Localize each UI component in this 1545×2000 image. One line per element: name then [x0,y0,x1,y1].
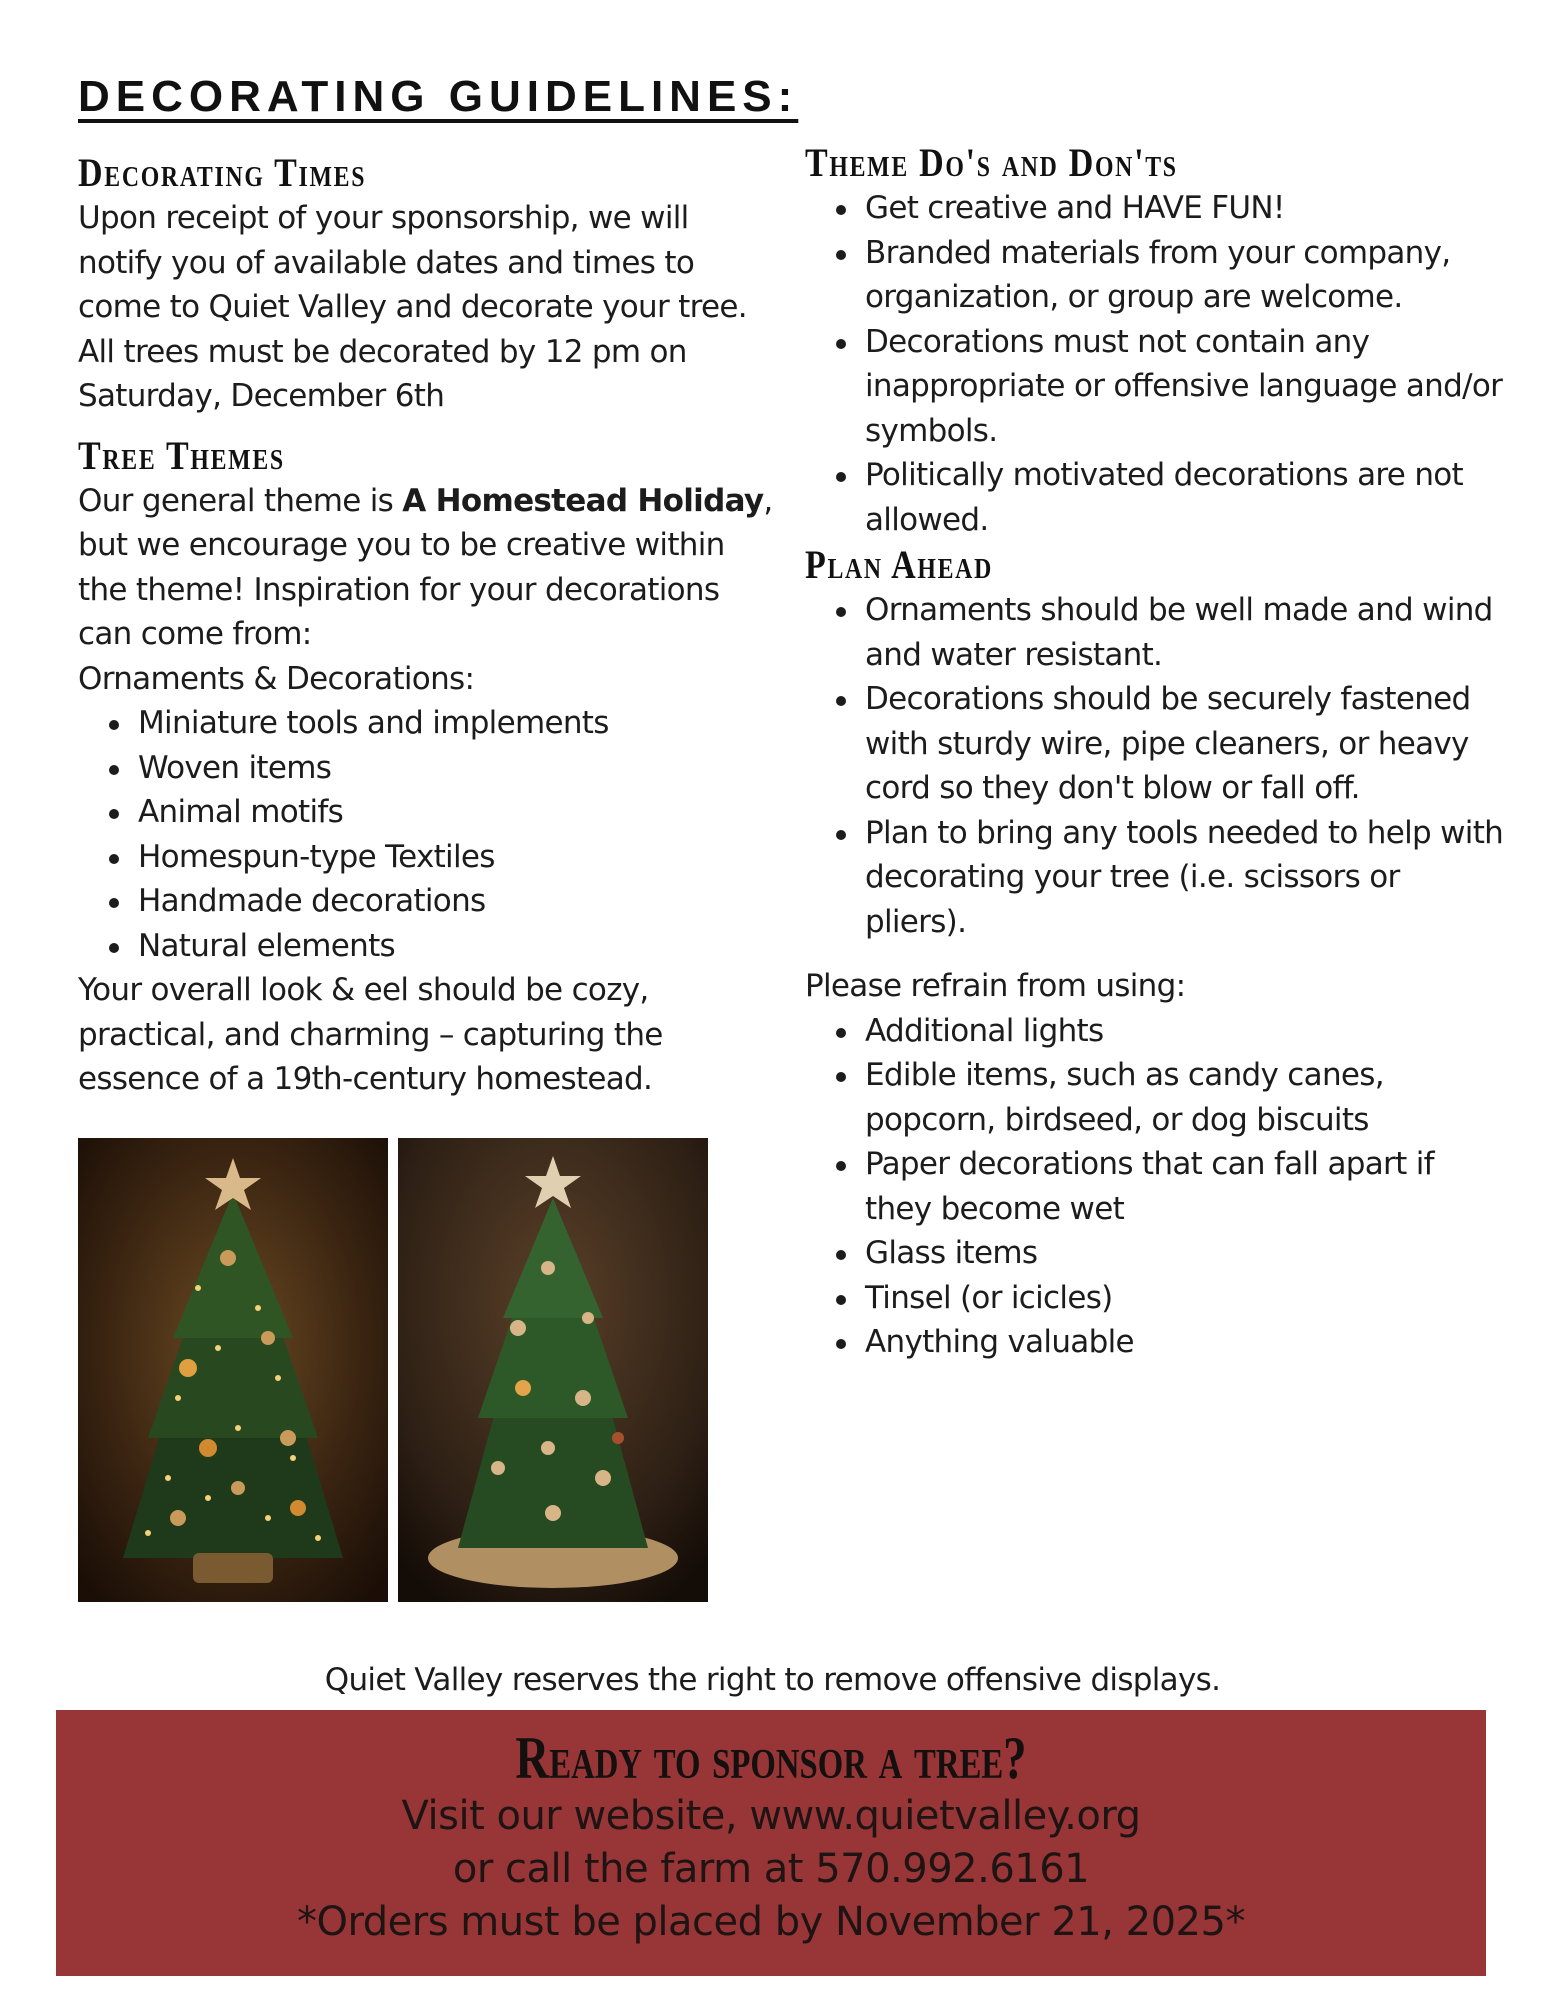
page-title: DECORATING GUIDELINES: [78,72,799,121]
list-item: Woven items [78,746,778,791]
offensive-displays-notice: Quiet Valley reserves the right to remove offensive displays. [324,1662,1221,1698]
tree-themes-intro-before: Our general theme is [78,482,403,519]
decorating-times-text: Upon receipt of your sponsorship, we will notify you of available dates and times to come to Quiet Valley and decorate your tree. All trees must be decorated by 12 pm on Saturday, December 6th [78,200,747,414]
website-line: Visit our website, www.quietvalley.org [401,1793,1141,1839]
list-item: Decorations should be securely fastened with sturdy wire, pipe cleaners, or heavy cord so they don't blow or fall off. [805,677,1505,811]
list-item: Anything valuable [805,1320,1505,1365]
deadline-line: *Orders must be placed by November 21, 2025* [297,1899,1245,1945]
list-item: Glass items [805,1231,1505,1276]
list-item: Decorations must not contain any inappropriate or offensive language and/or symbols. [805,320,1505,454]
list-item: Edible items, such as candy canes, popcorn, birdseed, or dog biscuits [805,1053,1505,1142]
right-column [805,140,1505,1365]
phone-line: or call the farm at 570.992.6161 [452,1846,1090,1892]
list-item: Branded materials from your company, organization, or group are welcome. [805,231,1505,320]
theme-dos-donts-heading: Theme Do's and Don'ts [805,140,1178,185]
refrain-list [805,1009,1505,1365]
theme-dos-donts-list [805,186,1505,542]
plan-ahead-list [805,588,1505,944]
list-item: Ornaments should be well made and wind and water resistant. [805,588,1505,677]
decorating-times-heading: Decorating Times [78,150,367,195]
list-item: Get creative and HAVE FUN! [805,186,1505,231]
list-item: Homespun-type Textiles [78,835,778,880]
tree-themes-heading: Tree Themes [78,432,285,478]
list-item: Handmade decorations [78,879,778,924]
list-item: Plan to bring any tools needed to help with decorating your tree (i.e. scissors or pliers). [805,811,1505,945]
tree-themes-intro-after: , but we encourage you to be creative within the theme! Inspiration for your decorations can come from: [78,482,773,652]
ornaments-list [78,701,778,968]
tree-themes-closing: Your overall look & eel should be cozy, practical, and charming – capturing the essence of a 19th-century homestead. [78,972,663,1097]
decorated-tree-photo-right [398,1138,708,1602]
list-item: Politically motivated decorations are not allowed. [805,453,1505,542]
sponsor-banner-title: Ready to sponsor a tree? [515,1725,1027,1791]
tree-photos [78,1138,710,1602]
theme-name: A Homestead Holiday [402,482,764,519]
list-item: Animal motifs [78,790,778,835]
plan-ahead-heading: Plan Ahead [805,542,993,587]
list-item: Miniature tools and implements [78,701,778,746]
list-item: Tinsel (or icicles) [805,1276,1505,1321]
decorated-tree-photo-left [78,1138,388,1602]
list-item: Additional lights [805,1009,1505,1054]
list-item: Natural elements [78,924,778,969]
ornaments-label: Ornaments & Decorations: [78,660,475,697]
refrain-label: Please refrain from using: [805,968,1186,1004]
sponsor-banner [56,1710,1486,1976]
tree-themes-intro [78,479,778,657]
left-column [78,150,778,1102]
list-item: Paper decorations that can fall apart if they become wet [805,1142,1505,1231]
